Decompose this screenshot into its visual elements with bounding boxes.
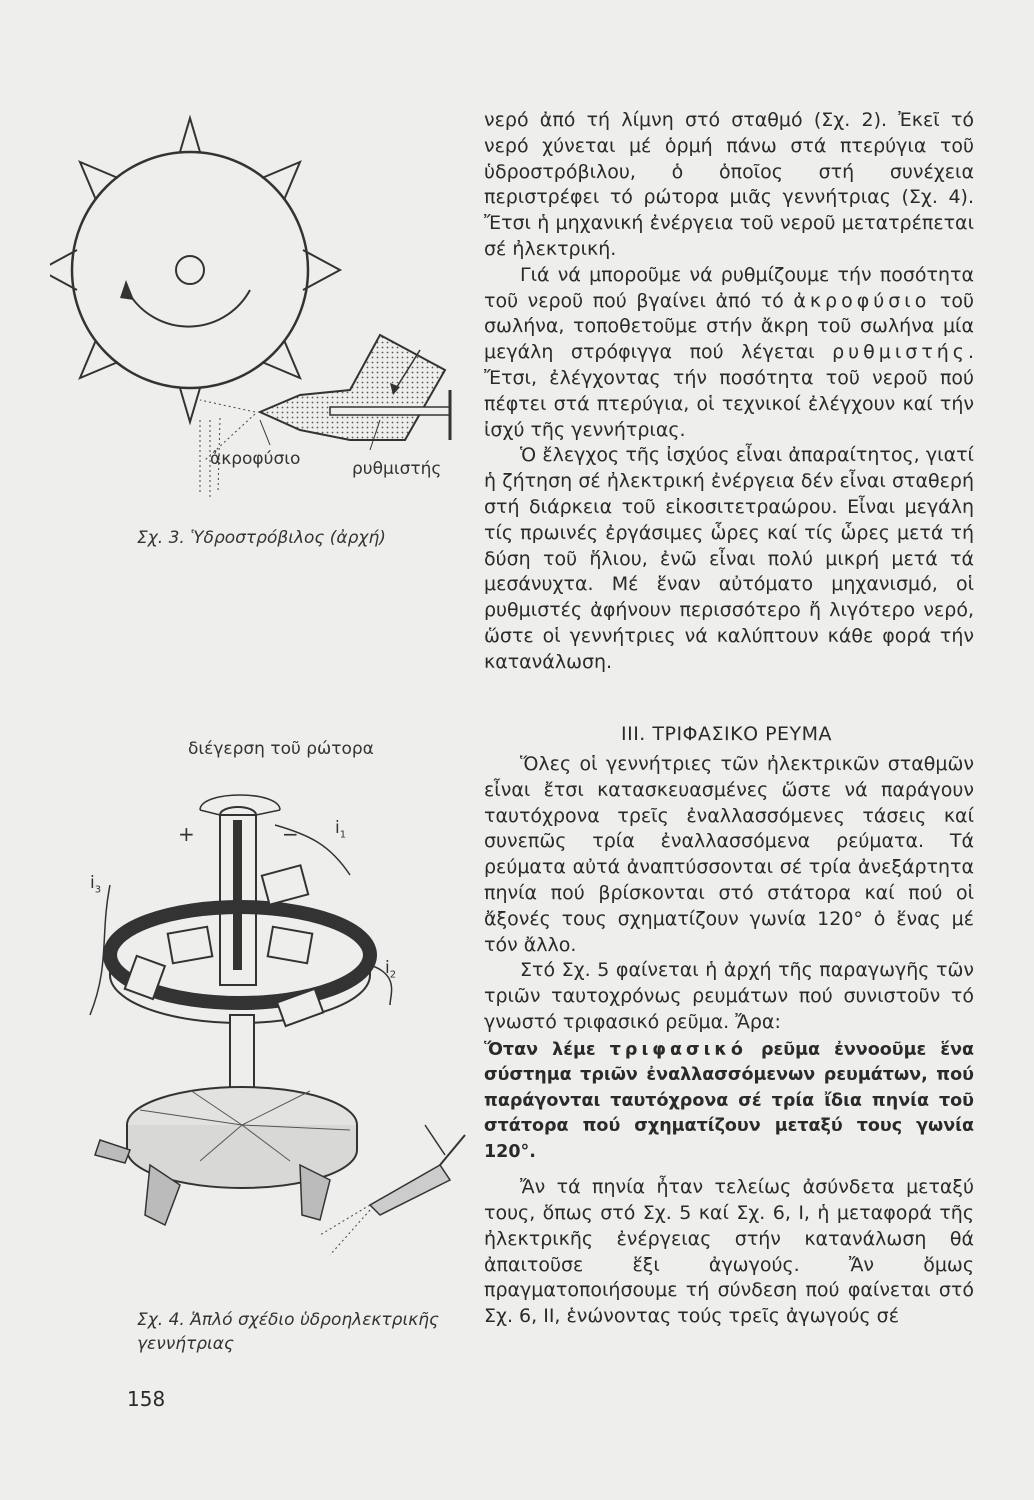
paragraph-2: Γιά νά μποροῦμε νά ρυθμίζουμε τήν ποσότητα τοῦ νεροῦ πού βγαίνει ἀπό τό ἀκροφύσιο τοῦ σωλήνα, τοποθετοῦμε στήν ἄκρη τοῦ σωλήνα μία μεγάλη στρόφιγγα πού λέγεται ρυθμιστής. Ἔτσι, ἐλέγχοντας τήν ποσότητα τοῦ νεροῦ πού πέφτει στά πτερύγια, οἱ τεχνικοί ἐλέγχουν καί τήν ἰσχύ τῆς γεννήτριας.: [484, 263, 974, 441]
paragraph-1: νερό ἀπό τή λίμνη στό σταθμό (Σχ. 2). Ἐκεῖ τό νερό χύνεται μέ ὁρμή πάνω στά πτερύγια τοῦ ὑδροστρόβιλου, ὁ ὁποῖος στή συνέχεια περιστρέφει τό ρώτορα μιᾶς γεννήτριας (Σχ. 4). Ἔτσι ἡ μηχανική ἐνέργεια τοῦ νεροῦ μετατρέπεται σέ ἠλεκτρική.: [484, 109, 974, 260]
current-i1: $i_1$: [335, 818, 347, 841]
nozzle-label: ἀκροφύσιο: [210, 449, 301, 469]
figure4-caption-line2: γεννήτριας: [137, 1334, 234, 1354]
section-paragraph-1: Ὅλες οἱ γεννήτριες τῶν ἠλεκτρικῶν σταθμῶν εἶναι ἔτσι κατασκευασμένες ὥστε νά παράγουν ταυτόχρονα τρεῖς ἐναλλασσόμενες τάσεις καί συνεπῶς τρία ἐναλλασσόμενα ρεύματα. Τά ρεύματα αὐτά ἀναπτύσσονται σέ τρία ἀνεξάρτητα πηνία πού βρίσκονται στό στάτορα καί πού οἱ ἄξονές τους σχηματίζουν γωνία 120° ὁ ἕνας μέ τόν ἄλλο.: [484, 753, 974, 956]
current-i2: $i_2$: [385, 958, 397, 981]
section-paragraph-2: Στό Σχ. 5 φαίνεται ἡ ἀρχή τῆς παραγωγῆς τῶν τριῶν ταυτοχρόνως ρευμάτων πού συνιστοῦν τό γνωστό τριφασικό ρεῦμα. Ἄρα:: [484, 959, 974, 1033]
figure4-caption-line1: Σχ. 4. Ἁπλό σχέδιο ὑδροηλεκτρικῆς: [137, 1310, 439, 1330]
plus-sign: +: [178, 822, 195, 846]
figure3-caption: Σχ. 3. Ὑδροστρόβιλος (ἀρχή): [137, 528, 386, 548]
paragraph-3: Ὁ ἔλεγχος τῆς ἰσχύος εἶναι ἀπαραίτητος, γιατί ἡ ζήτηση σέ ἠλεκτρική ἐνέργεια δέν εἶναι σταθερή στή διάρκεια τοῦ εἰκοσιτετραώρου. Εἶναι μεγάλη τίς πρωινές ἐργάσιμες ὧρες καί τίς ὧρες μετά τή δύση τοῦ ἥλιου, ἐνῶ εἶναι πολύ μικρή μετά τά μεσάνυχτα. Μέ ἕναν αὐτόματο μηχανισμό, οἱ ρυθμιστές ἀφήνουν περισσότερο ἤ λιγότερο νερό, ὥστε οἱ γεννήτριες νά καλύπτουν κάθε φορά τήν κατανάλωση.: [484, 444, 974, 673]
page-number: 158: [127, 1387, 166, 1411]
definition-box: Ὅταν λέμε τριφασικό ρεῦμα ἐννοοῦμε ἕνα σύστημα τριῶν ἐναλλασσόμενων ρευμάτων, πού παράγονται ταυτόχρονα σέ τρία ἴδια πηνία τοῦ στάτορα πού σχηματίζουν μεταξύ τους γωνία 120°.: [484, 1039, 975, 1162]
section-heading: III. ΤΡΙΦΑΣΙΚΟ ΡΕΥΜΑ: [621, 723, 833, 745]
regulator-label: ρυθμιστής: [352, 459, 442, 479]
current-i3: $i_3$: [90, 873, 102, 896]
minus-sign: −: [282, 822, 299, 846]
figure4-title: διέγερση τοῦ ρώτορα: [188, 739, 374, 759]
section-paragraph-3: Ἄν τά πηνία ἦταν τελείως ἀσύνδετα μεταξύ τους, ὅπως στό Σχ. 5 καί Σχ. 6, I, ἡ μεταφορά τῆς ἠλεκτρικῆς ἐνέργειας στήν κατανάλωση θά ἀπαιτοῦσε ἕξι ἀγωγούς. Ἄν ὅμως πραγματοποιήσουμε τή σύνδεση πού φαίνεται στό Σχ. 6, II, ἑνώνοντας τούς τρεῖς ἀγωγούς σέ: [484, 1176, 974, 1328]
section-body: [484, 752, 974, 1330]
generator-diagram: [70, 765, 490, 1305]
right-column: [484, 108, 974, 676]
